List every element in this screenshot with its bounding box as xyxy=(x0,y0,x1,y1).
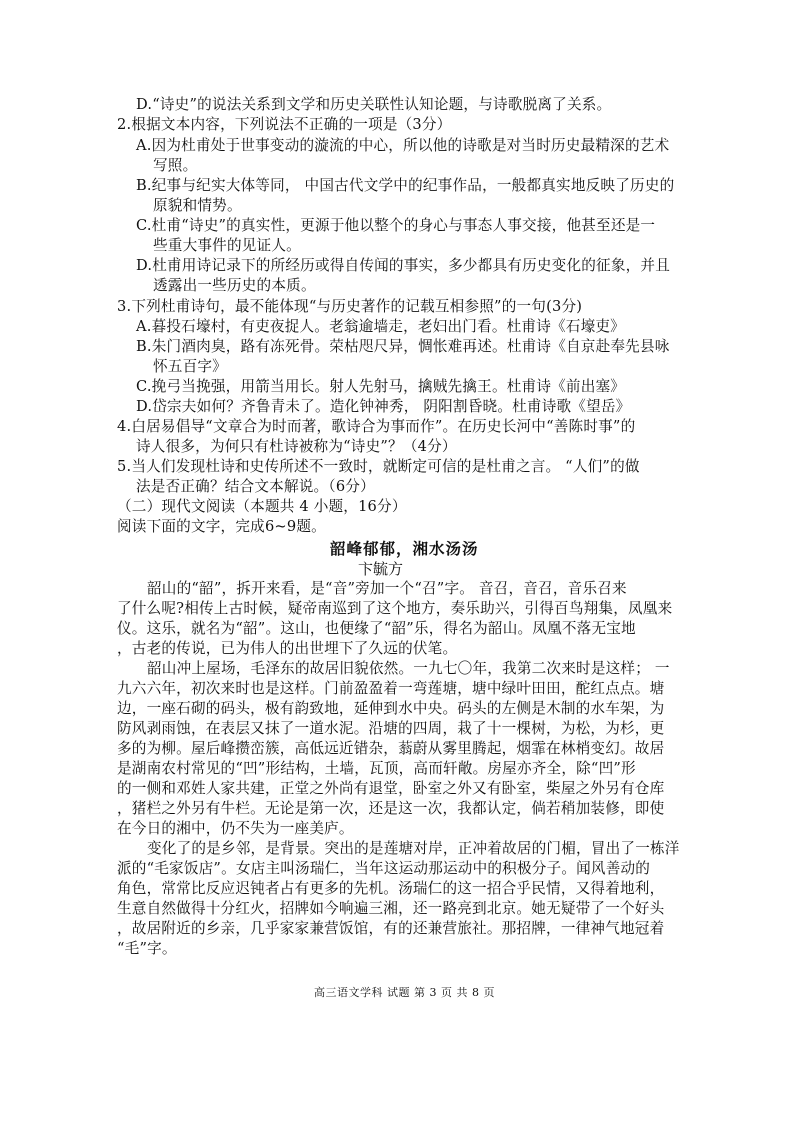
page-footer: 高三语文学科 试题 第 3 页 共 8 页 xyxy=(314,986,495,999)
article-line: 生意自然做得十分红火，招牌如今响遍三湘，还一路亮到北京。她无疑带了一个好头 xyxy=(117,900,665,917)
article-line: 变化了的是乡邻，是背景。突出的是莲塘对岸，正冲着故居的门楣，冒出了一栋洋 xyxy=(147,840,680,857)
q2-option-c-cont: 些重大事件的见证人。 xyxy=(153,237,301,254)
article-line: 派的“毛家饭店”。女店主叫汤瑞仁，当年这运动那运动中的积极分子。闻风善动的 xyxy=(117,860,651,877)
question-2: 2.根据文本内容，下列说法不正确的一项是（3分） xyxy=(117,116,452,133)
article-line: 仪。这乐，就名为“韶”。这山，也便缘了“韶”乐，得名为韶山。凤凰不落无宝地 xyxy=(117,620,636,637)
article-line: 九六六年，初次来时也是这样。门前盈盈着一弯莲塘，塘中绿叶田田，酡红点点。塘 xyxy=(117,680,665,697)
article-title: 韶峰郁郁，湘水汤汤 xyxy=(330,539,479,558)
question-5-cont: 法是否正确？结合文本解说。（6分） xyxy=(136,478,375,495)
reading-instruction: 阅读下面的文字，完成6~9题。 xyxy=(117,518,326,535)
article-line: 多的为柳。屋后峰攒峦簇，高低远近错杂，蓊蔚从雾里腾起，烟霏在林梢变幻。故居 xyxy=(117,740,665,757)
q2-option-d: D.杜甫用诗记录下的所经历或得自传闻的事实，多少都具有历史变化的征象，并且 xyxy=(136,257,671,274)
article-line: 防风剥雨蚀，在表层又抹了一道水泥。沿塘的四周，栽了十一棵树，为松，为杉，更 xyxy=(117,720,665,737)
q2-option-b-cont: 原貌和情势。 xyxy=(153,197,242,214)
article-line: 是湖南农村常见的“凹”形结构，土墙，瓦顶，高而轩敞。房屋亦齐全，除“凹”形 xyxy=(117,760,636,777)
article-line: ，猪栏之外另有牛栏。无论是第一次，还是这一次，我都认定，倘若稍加装修，即使 xyxy=(117,800,665,817)
q2-option-c: C.杜甫“诗史”的真实性，更源于他以整个的身心与事态人事交接，他甚至还是一 xyxy=(136,217,656,234)
article-line: 韶山冲上屋场，毛泽东的故居旧貌依然。一九七〇年，我第二次来时是这样； 一 xyxy=(147,660,670,677)
q3-option-b: B.朱门酒肉臭，路有冻死骨。荣枯咫尺异，惆怅难再述。杜甫诗《自京赴奉先县咏 xyxy=(136,338,670,355)
article-line: ，故居附近的乡亲，几乎家家兼营饭馆，有的还兼营旅社。那招牌，一律神气地冠着 xyxy=(117,920,665,937)
question-4: 4.白居易倡导“文章合为时而著，歌诗合为事而作”。在历史长河中“善陈时事”的 xyxy=(117,418,636,435)
article-line: “毛”字。 xyxy=(117,940,177,957)
q3-option-d: D.岱宗夫如何？齐鲁青未了。造化钟神秀， 阴阳割昏晓。杜甫诗歌《望岳》 xyxy=(136,398,631,415)
q3-option-a: A.暮投石壕村，有吏夜捉人。老翁逾墙走，老妇出门看。杜甫诗《石壕吏》 xyxy=(136,318,625,335)
article-line: 在今日的湘中，仍不失为一座美庐。 xyxy=(117,820,354,837)
article-line: 韶山的“韶”，拆开来看，是“音”旁加一个“召”字。 音召，音召，音乐召来 xyxy=(147,580,627,597)
option-d-q1: D.“诗史”的说法关系到文学和历史关联性认知论题，与诗歌脱离了关系。 xyxy=(136,96,612,113)
question-3: 3.下列杜甫诗句，最不能体现“与历史著作的记载互相参照”的一句(3分) xyxy=(117,298,583,315)
article-line: 的一侧和邓姓人家共建，正堂之外尚有退堂，卧室之外又有卧室，柴屋之外另有仓库 xyxy=(117,780,665,797)
article-line: 角色，常常比反应迟钝者占有更多的先机。汤瑞仁的这一招合乎民情，又得着地利， xyxy=(117,880,665,897)
article-line: 边，一座石砌的码头，极有韵致地，延伸到水中央。码头的左侧是木制的水车架，为 xyxy=(117,700,665,717)
q2-option-b: B.纪事与纪实大体等同， 中国古代文学中的纪事作品，一般都真实地反映了历史的 xyxy=(136,177,675,194)
q2-option-a: A.因为杜甫处于世事变动的漩流的中心，所以他的诗歌是对当时历史最精深的艺术 xyxy=(136,137,670,154)
q2-option-d-cont: 透露出一些历史的本质。 xyxy=(153,277,316,294)
section-heading: （二）现代文阅读（本题共 4 小题，16分） xyxy=(117,498,407,515)
q2-option-a-cont: 写照。 xyxy=(153,157,198,174)
question-5: 5.当人们发现杜诗和史传所述不一致时，就断定可信的是杜甫之言。 “人们”的做 xyxy=(117,458,640,475)
q3-option-c: C.挽弓当挽强，用箭当用长。射人先射马，擒贼先擒王。杜甫诗《前出塞》 xyxy=(136,378,626,395)
article-line: 了什么呢?相传上古时候，疑帝南巡到了这个地方，奏乐助兴，引得百鸟翔集，凤凰来 xyxy=(117,600,673,617)
article-line: ，古老的传说，已为伟人的出世埋下了久远的伏笔。 xyxy=(117,640,458,657)
q3-option-b-cont: 怀五百字》 xyxy=(153,358,227,375)
article-author: 卞毓方 xyxy=(358,560,404,578)
question-4-cont: 诗人很多，为何只有杜诗被称为“诗史”？（4分） xyxy=(136,438,457,455)
